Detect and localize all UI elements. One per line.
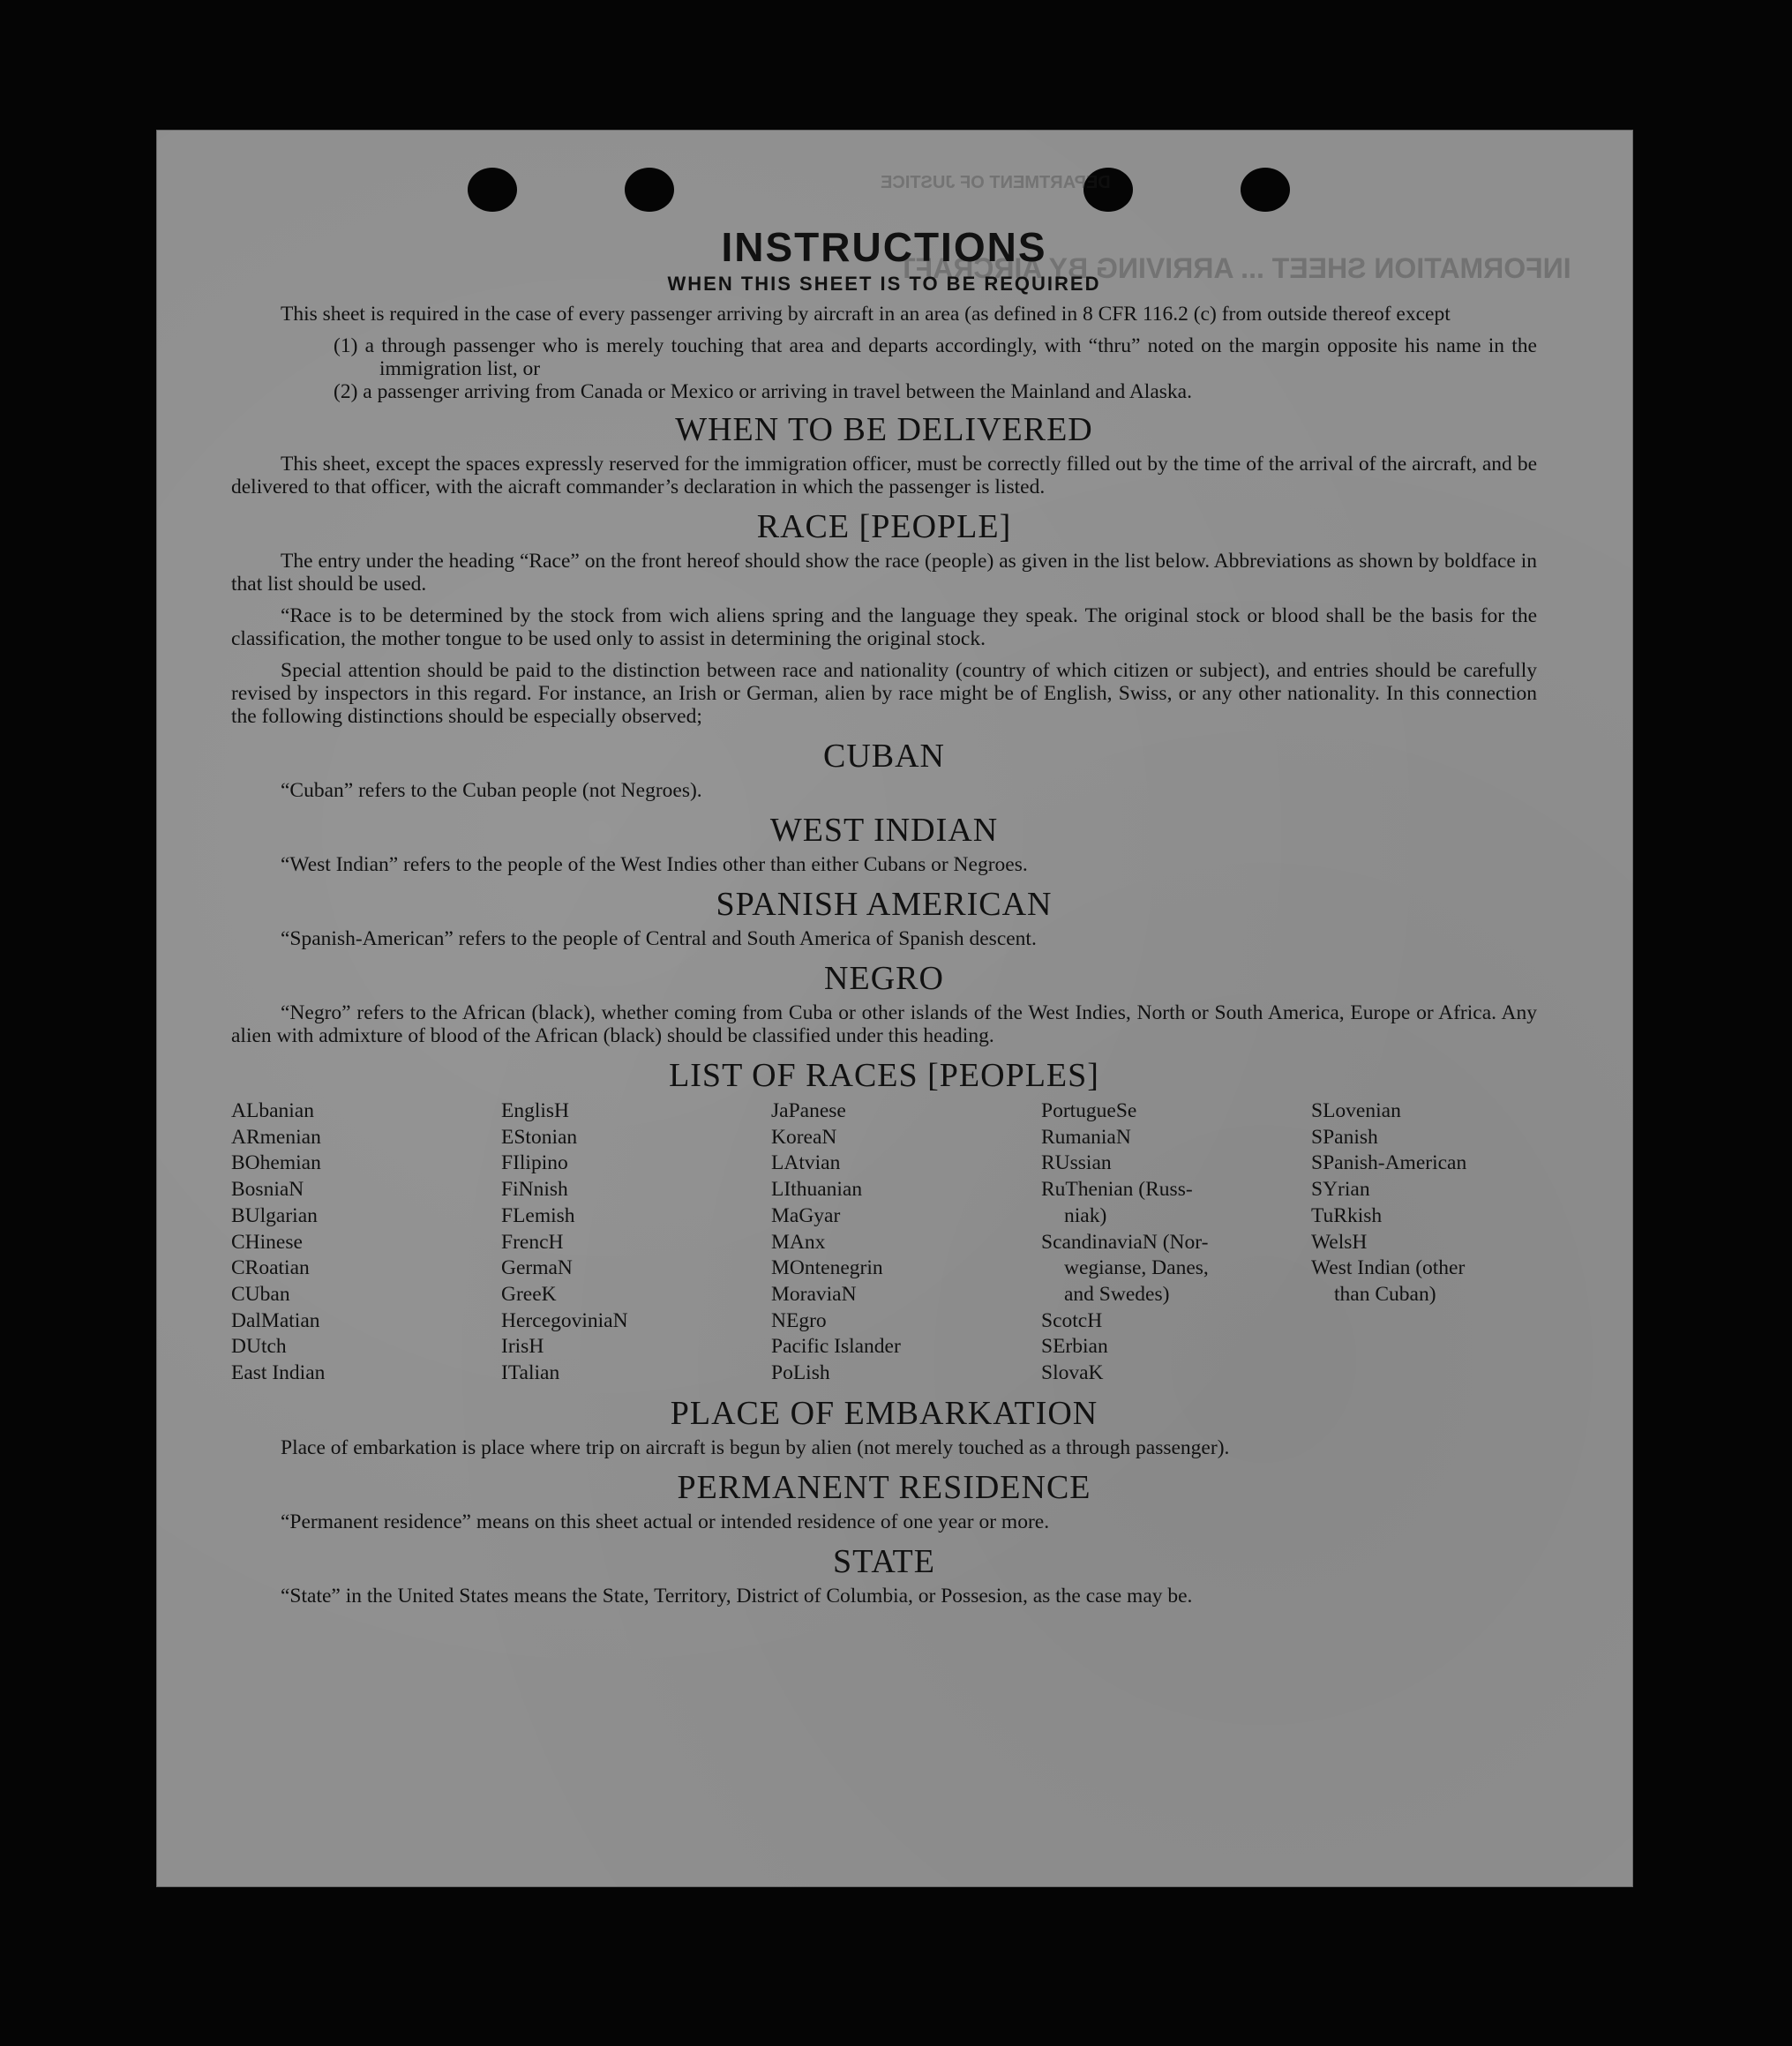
punch-hole (468, 168, 517, 212)
race-column (1041, 1098, 1311, 1387)
race-item: CHinese (231, 1230, 303, 1254)
race-item: SPanish-American (1311, 1151, 1467, 1175)
section-text: Special attention should be paid to the distinction between race and nationality (country of which citizen or subject), and entries should be carefully revised by inspectors in this regard. For instance, an Irish or German, alien by race might be of English, Swiss, or any other nationality. In this connection the following distinctions should be especially observed; (231, 659, 1537, 728)
race-item: GreeK (501, 1282, 557, 1306)
race-item: East Indian (231, 1361, 326, 1385)
race-item: West Indian (other (1311, 1256, 1466, 1280)
race-item: BUlgarian (231, 1203, 318, 1227)
race-item: SLovenian (1311, 1099, 1401, 1122)
race-item: IrisH (501, 1335, 544, 1359)
section-heading: WEST INDIAN (769, 812, 999, 849)
page-subtitle: WHEN THIS SHEET IS TO BE REQUIRED (667, 273, 1101, 295)
race-item: niak) (1064, 1203, 1107, 1227)
race-item: FIlipino (501, 1151, 568, 1175)
document-sheet (157, 131, 1632, 1886)
race-item: Pacific Islander (771, 1335, 901, 1359)
race-item: MoraviaN (771, 1282, 857, 1306)
race-item: EStonian (501, 1125, 578, 1149)
section-heading: PERMANENT RESIDENCE (677, 1468, 1091, 1506)
section-heading: LIST OF RACES [PEOPLES] (669, 1057, 1099, 1094)
race-column (231, 1098, 501, 1387)
race-item: FLemish (501, 1203, 575, 1227)
section-text: “West Indian” refers to the people of the West Indies other than either Cubans or Negroes. (281, 853, 1028, 876)
instructions-content (231, 223, 1537, 1616)
race-item: SlovaK (1041, 1361, 1104, 1385)
race-item: FiNnish (501, 1178, 568, 1202)
race-item: GermaN (501, 1256, 573, 1280)
race-item: NEgro (771, 1308, 827, 1332)
section-heading: WHEN TO BE DELIVERED (675, 411, 1093, 448)
race-column (1311, 1098, 1581, 1387)
race-item: DalMatian (231, 1308, 320, 1332)
race-item: JaPanese (771, 1099, 846, 1122)
race-item: MaGyar (771, 1203, 841, 1227)
race-item: ScotcH (1041, 1308, 1103, 1332)
race-item: SErbian (1041, 1335, 1108, 1359)
race-item: RumaniaN (1041, 1125, 1131, 1149)
bleed-through-text: DEPARTMENT OF JUSTICE (881, 173, 1111, 192)
punch-hole (1083, 168, 1133, 212)
intro-paragraph: This sheet is required in the case of every passenger arriving by aircraft in an area (as defined in 8 CFR 116.2 (c) from outside thereof except (281, 303, 1451, 326)
race-item: TuRkish (1311, 1203, 1383, 1227)
race-item: ITalian (501, 1361, 560, 1385)
race-item: and Swedes) (1064, 1282, 1170, 1306)
race-item: MOntenegrin (771, 1256, 883, 1280)
race-item: DUtch (231, 1335, 287, 1359)
section-text: This sheet, except the spaces expressly reserved for the immigration officer, must be correctly filled out by the time of the arrival of the aircraft, and be delivered to that officer, with the aicraft commander’s declaration in which the passenger is listed. (231, 453, 1537, 498)
race-list (231, 1098, 1537, 1387)
race-item: RuThenian (Russ- (1041, 1178, 1193, 1202)
race-item: BosniaN (231, 1178, 304, 1202)
race-item: SYrian (1311, 1178, 1370, 1202)
race-item: ARmenian (231, 1125, 321, 1149)
race-item: KoreaN (771, 1125, 837, 1149)
race-item: CUban (231, 1282, 290, 1306)
race-item: LAtvian (771, 1151, 841, 1175)
section-text: “Negro” refers to the African (black), whether coming from Cuba or other islands of the West Indies, North or South America, Europe or Africa. Any alien with admixture of blood of the African (black) should be classified under this heading. (231, 1001, 1537, 1047)
race-item: WelsH (1311, 1230, 1368, 1254)
race-item: SPanish (1311, 1125, 1378, 1149)
race-item: LIthuanian (771, 1178, 863, 1202)
section-text: “State” in the United States means the State, Territory, District of Columbia, or Possesion, as the case may be. (281, 1584, 1193, 1608)
section-text: “Cuban” refers to the Cuban people (not Negroes). (281, 779, 702, 802)
race-item: CRoatian (231, 1256, 310, 1280)
section-text: “Spanish-American” refers to the people of Central and South America of Spanish descent. (281, 927, 1037, 950)
race-column (501, 1098, 771, 1387)
section-text: The entry under the heading “Race” on the front hereof should show the race (people) as given in the list below. Abbreviations as shown by boldface in that list should be used. (231, 550, 1537, 596)
race-item: BOhemian (231, 1151, 321, 1175)
race-item: than Cuban) (1334, 1282, 1436, 1306)
race-item: wegianse, Danes, (1064, 1256, 1209, 1280)
section-heading: STATE (833, 1542, 935, 1580)
race-item: EnglisH (501, 1099, 570, 1122)
race-item: RUssian (1041, 1151, 1112, 1175)
section-heading: CUBAN (822, 738, 946, 775)
race-item: PortugueSe (1041, 1099, 1137, 1122)
race-item: ScandinaviaN (Nor- (1041, 1230, 1209, 1254)
race-item: PoLish (771, 1361, 830, 1385)
section-text: “Race is to be determined by the stock from wich aliens spring and the language they speak. The original stock or blood shall be the basis for the classification, the mother tongue to be used only to assist in determining the original stock. (231, 604, 1537, 650)
exception-item: (2) a passenger arriving from Canada or Mexico or arriving in travel between the Mainland and Alaska. (334, 380, 1192, 403)
section-text: “Permanent residence” means on this sheet actual or intended residence of one year or more. (281, 1510, 1050, 1533)
punch-hole (1241, 168, 1290, 212)
race-item: HercegoviniaN (501, 1308, 628, 1332)
race-item: ALbanian (231, 1099, 314, 1122)
section-text: Place of embarkation is place where trip on aircraft is begun by alien (not merely touched as a through passenger). (281, 1435, 1230, 1459)
race-column (771, 1098, 1041, 1387)
section-heading: SPANISH AMERICAN (716, 886, 1053, 923)
bleed-through-text: INFORMATION SHEET ... ARRIVING BY AIRCRAFT (898, 252, 1571, 284)
race-item: MAnx (771, 1230, 826, 1254)
race-item: FrencH (501, 1230, 564, 1254)
exception-item: (1) a through passenger who is merely touching that area and departs accordingly, with “thru” noted on the margin opposite his name in the immigration list, or (334, 334, 1537, 380)
page-title: INSTRUCTIONS (721, 224, 1047, 270)
punch-hole (625, 168, 674, 212)
section-heading: RACE [PEOPLE] (756, 508, 1012, 545)
section-heading: NEGRO (824, 960, 944, 997)
section-heading: PLACE OF EMBARKATION (670, 1394, 1098, 1432)
